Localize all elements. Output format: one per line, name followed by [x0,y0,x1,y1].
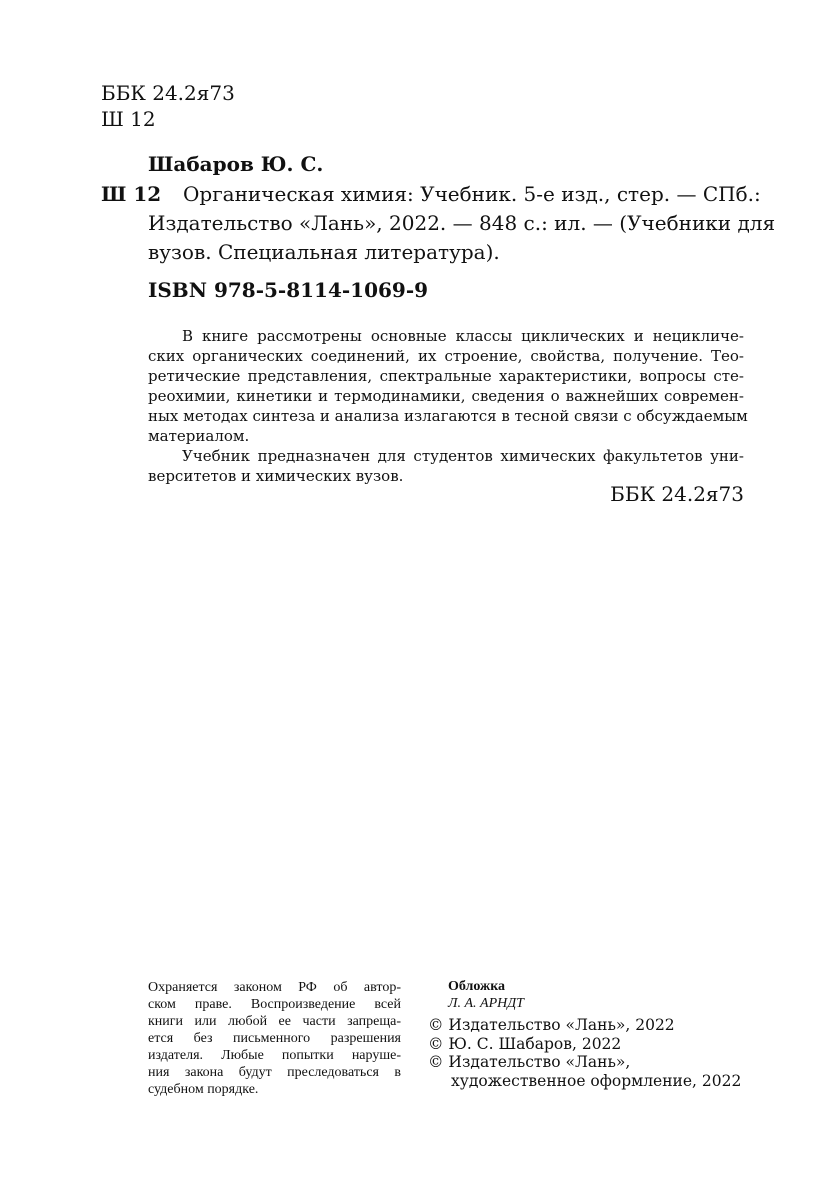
notice-line: судебном порядке. [148,1082,259,1097]
annotation-line: ских органических соединений, их строение, свойства, получение. Тео- [148,347,744,365]
annotation-line: материалом. [148,427,250,445]
annotation-line: реохимии, кинетики и термодинамики, сведения о важнейших современ- [148,387,744,405]
notice-line: издателя. Любые попытки наруше- [148,1048,401,1063]
copyright-line: © Издательство «Лань», 2022 [428,1016,675,1034]
bibliographic-description-line: Органическая химия: Учебник. 5-е изд., стер. — СПб.: [183,182,761,206]
copyright-line: © Ю. С. Шабаров, 2022 [428,1034,622,1053]
annotation-line: ретические представления, спектральные характеристики, вопросы сте- [148,367,744,385]
bbk-index: ББК 24.2я73 [101,81,235,105]
isbn: ISBN 978-5-8114-1069-9 [148,278,429,302]
header-block [101,80,235,132]
copyrights [428,1016,741,1090]
bibliographic-description-line: вузов. Специальная литература). [148,240,500,264]
copyright-line: © Издательство «Лань», [428,1053,631,1071]
notice-line: ния закона будут преследоваться в [148,1065,401,1080]
annotation-line: Учебник предназначен для студентов химических факультетов уни- [182,447,744,465]
annotation-line: ных методах синтеза и анализа излагаются в тесной связи с обсуждаемым [148,407,748,425]
author-code: Ш 12 [101,182,162,206]
cover-designer: Л. А. АРНДТ [448,996,524,1011]
author-mark: Ш 12 [101,107,156,131]
copyright-notice [148,979,401,1098]
notice-line: ется без письменного разрешения [148,1031,401,1046]
notice-line: Охраняется законом РФ об автор- [148,980,401,995]
annotation [148,326,748,486]
bibliographic-description-line: Издательство «Лань», 2022. — 848 с.: ил. — (Учебники для [148,211,776,235]
annotation-line: В книге рассмотрены основные классы циклических и нецикличе- [182,327,744,345]
notice-line: книги или любой ее части запреща- [148,1014,401,1029]
author-name: Шабаров Ю. С. [148,152,324,176]
cover-label: Обложка [448,979,506,994]
annotation-line: верситетов и химических вузов. [148,467,404,485]
copyright-line: художественное оформление, 2022 [451,1071,742,1090]
notice-line: ском праве. Воспроизведение всей [148,997,401,1012]
bbk-index-bottom: ББК 24.2я73 [610,482,744,506]
